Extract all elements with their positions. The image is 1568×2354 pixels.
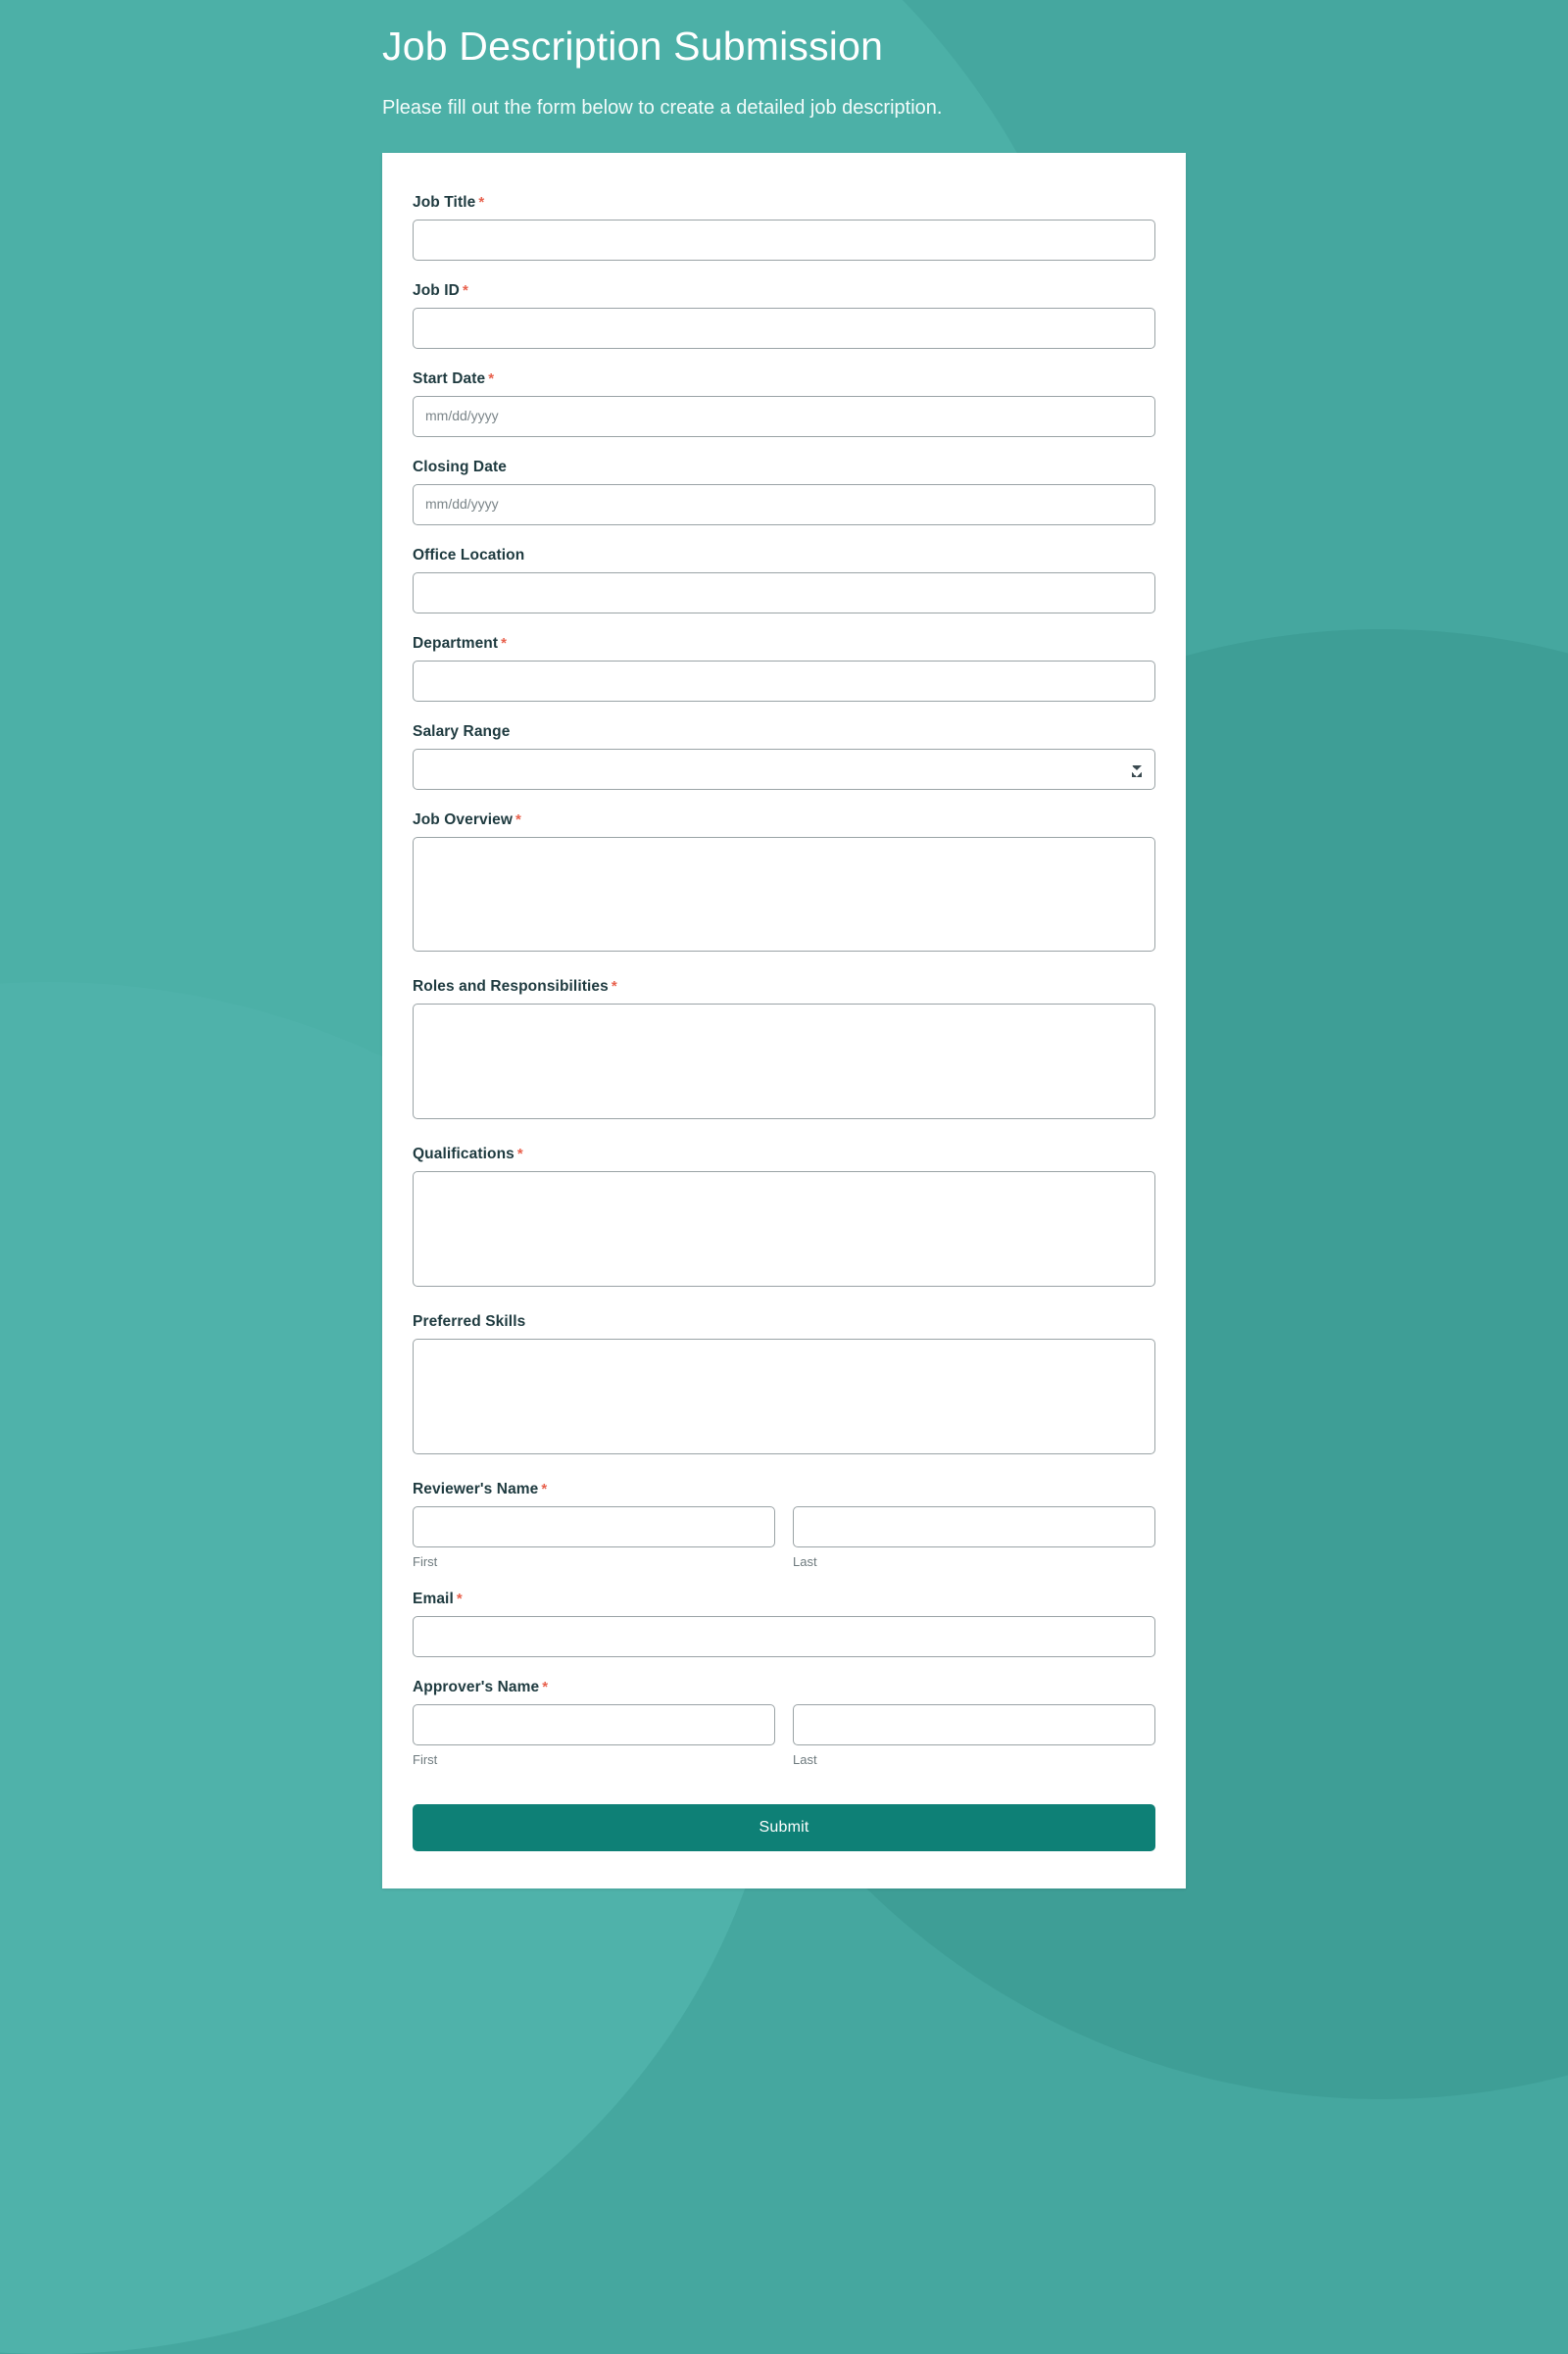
start-date-label [413,370,1155,388]
field-email [413,1591,1155,1657]
closing-date-label [413,459,1155,476]
approver-first-name-sublabel: First [413,1752,438,1768]
reviewer-first-name-sublabel: First [413,1554,438,1570]
reviewer-last-name-group [793,1506,1155,1569]
job-id-label-text: Job ID [413,282,460,300]
department-label [413,635,1155,653]
approver-last-name-sublabel: Last [793,1752,817,1768]
page-title: Job Description Submission [382,24,884,69]
roles-responsibilities-label [413,978,1155,996]
field-job-title [413,194,1155,261]
reviewer-first-name-input[interactable] [413,1506,775,1547]
office-location-input[interactable] [413,572,1155,613]
job-title-label-text: Job Title [413,194,476,212]
reviewer-name-label-text: Reviewer's Name [413,1481,539,1498]
reviewer-last-name-input[interactable] [793,1506,1155,1547]
required-marker: * [501,635,508,653]
job-id-input[interactable] [413,308,1155,349]
start-date-input[interactable] [413,396,1155,437]
field-approver-name [413,1679,1155,1767]
page-root [0,22,1568,1888]
email-label [413,1591,1155,1608]
reviewer-first-name-group [413,1506,775,1569]
required-marker: * [542,1679,549,1696]
approver-last-name-input[interactable] [793,1704,1155,1745]
required-marker: * [515,811,521,829]
approver-first-name-input[interactable] [413,1704,775,1745]
form-header [0,22,1568,120]
preferred-skills-textarea[interactable] [413,1339,1155,1454]
field-roles-responsibilities [413,978,1155,1124]
department-label-text: Department [413,635,499,653]
approver-last-name-group [793,1704,1155,1767]
field-qualifications [413,1146,1155,1292]
field-job-overview [413,811,1155,956]
qualifications-textarea[interactable] [413,1171,1155,1287]
submit-button[interactable]: Submit [413,1804,1155,1851]
field-salary-range [413,723,1155,790]
email-label-text: Email [413,1591,454,1608]
department-input[interactable] [413,661,1155,702]
required-marker: * [488,370,495,388]
salary-range-label-text: Salary Range [413,723,511,741]
preferred-skills-label [413,1313,1155,1331]
qualifications-label [413,1146,1155,1163]
closing-date-input[interactable] [413,484,1155,525]
roles-responsibilities-textarea[interactable] [413,1004,1155,1119]
salary-range-select[interactable] [413,749,1155,790]
reviewer-last-name-sublabel: Last [793,1554,817,1570]
preferred-skills-label-text: Preferred Skills [413,1313,526,1331]
field-closing-date [413,459,1155,525]
required-marker: * [462,282,468,300]
roles-responsibilities-label-text: Roles and Responsibilities [413,978,609,996]
field-start-date [413,370,1155,437]
field-reviewer-name [413,1481,1155,1569]
reviewer-name-row [413,1506,1155,1569]
job-title-input[interactable] [413,220,1155,261]
approver-first-name-group [413,1704,775,1767]
closing-date-label-text: Closing Date [413,459,507,476]
reviewer-name-label [413,1481,1155,1498]
required-marker: * [541,1481,548,1498]
email-field[interactable] [413,1616,1155,1657]
office-location-label [413,547,1155,564]
qualifications-label-text: Qualifications [413,1146,514,1163]
approver-name-label [413,1679,1155,1696]
page-subtitle: Please fill out the form below to create a detailed job description. [382,97,943,120]
job-overview-label-text: Job Overview [413,811,513,829]
field-department [413,635,1155,702]
start-date-label-text: Start Date [413,370,486,388]
required-marker: * [478,194,485,212]
job-overview-textarea[interactable] [413,837,1155,952]
job-title-label [413,194,1155,212]
field-office-location [413,547,1155,613]
required-marker: * [611,978,617,996]
required-marker: * [516,1146,523,1163]
salary-range-label [413,723,1155,741]
field-job-id [413,282,1155,349]
approver-name-label-text: Approver's Name [413,1679,540,1696]
job-description-form [382,153,1186,1888]
office-location-label-text: Office Location [413,547,525,564]
required-marker: * [456,1591,463,1608]
field-preferred-skills [413,1313,1155,1459]
job-overview-label [413,811,1155,829]
approver-name-row [413,1704,1155,1767]
job-id-label [413,282,1155,300]
